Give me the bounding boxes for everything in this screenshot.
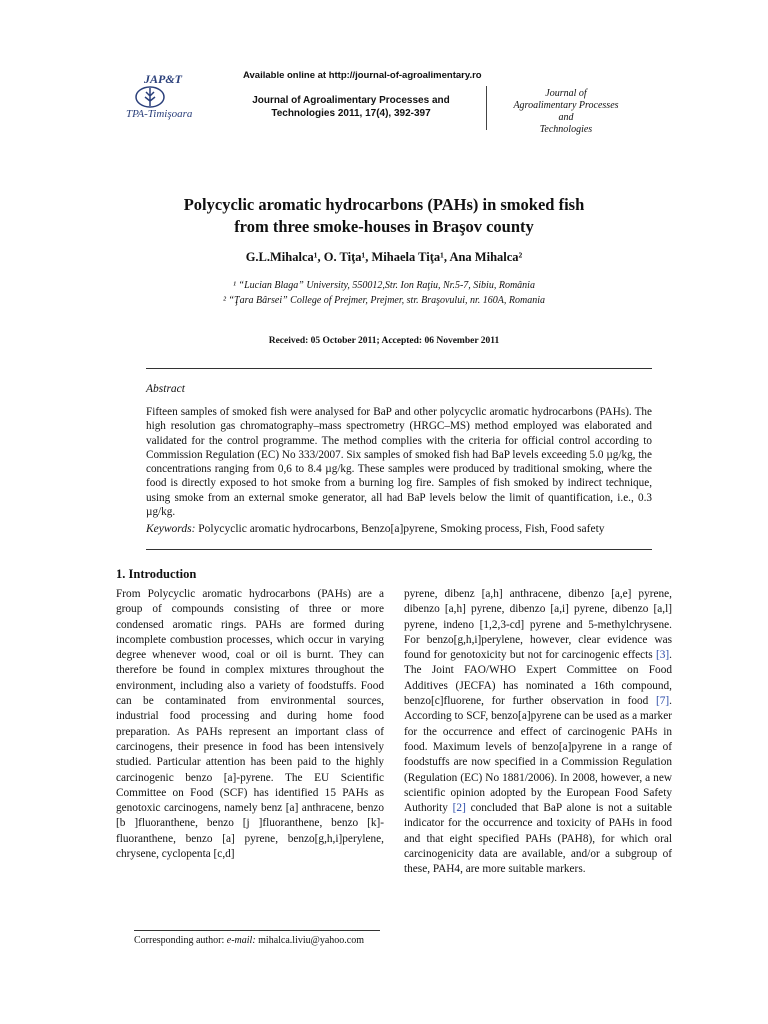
right-journal-line1: Journal of — [545, 88, 587, 99]
abstract-body: Fifteen samples of smoked fish were analysed for BaP and other polycyclic aromatic hydrocarbons (PAHs). The high resolution gas chromatography–mass spectrometry (HRGC–MS) method employed was elaborated and validated for the control programme. The method complies with the criteria for official control according to Commission Regulation (EC) No 333/2007. Six samples of smoked fish had BaP levels exceeding 5.0 µg/kg, the concentrations ranging from 0,6 to 8.4 µg/kg. These samples were produced by traditional smoking, where the food is directly exposed to hot smoke from a burning log fire. Samples of fish smoked by indirect technique, using smoke from an external smoke generator, all had BaP levels below the limit of quantification, i.e., 0.3 µg/kg. — [146, 406, 652, 519]
right-journal-name — [506, 88, 626, 136]
journal-citation-line2: Technologies 2011, 17(4), 392-397 — [271, 108, 431, 119]
keywords-text: Polycyclic aromatic hydrocarbons, Benzo[a]pyrene, Smoking process, Fish, Food safety — [195, 523, 605, 535]
footnote-email-label: e-mail: — [226, 935, 256, 946]
reference-link-7[interactable]: [7] — [655, 695, 670, 708]
received-dates: Received: 05 October 2011; Accepted: 06 November 2011 — [268, 336, 500, 346]
keywords-label: Keywords: — [146, 523, 196, 535]
journal-citation-line1: Journal of Agroalimentary Processes and — [252, 95, 450, 106]
affiliation-2: ² “Ţara Bârsei” College of Prejmer, Prejmer, str. Braşovului, nr. 160A, Romania — [223, 295, 545, 306]
intro-right-text-1: pyrene, dibenz [a,h] anthracene, dibenzo [a,e] pyrene, dibenzo [a,h] pyrene, dibenzo [a,i] pyrene, dibenzo [a,l] pyrene, indeno [1,2,3-cd] pyrene and 5-methylchrysene. For benzo[g,h,i]perylene, however, clear evidence was found for genotoxicity but not for carcinogenic effects — [404, 588, 672, 662]
intro-right-text-4: concluded that BaP alone is not a suitable indicator for the occurrence and toxicity of PAHs in food and that eight specified PAHs (PAH8), for which oral carcinogenicity data are available, and/or a subgroup of these, PAH4, are more suitable markers. — [404, 802, 672, 876]
right-journal-line2: Agroalimentary Processes and — [513, 100, 619, 123]
footnote-label: Corresponding author: — [134, 935, 227, 946]
reference-link-3[interactable]: [3] — [655, 649, 670, 662]
intro-left-column: From Polycyclic aromatic hydrocarbons (PAHs) are a group of compounds consisting of three or more condensed aromatic rings. PAHs are formed during incomplete combustion processes, which occur in varying degree whenever wood, coal or oil is burnt. They can therefore be found in complex mixtures throughout the environment, including also a variety of foodstuffs. Food can be contaminated from environmental sources, industrial food processing and during home food preparation. As PAHs represent an important class of carcinogens, their presence in food has been intensively studied. Particular attention has been paid to the highly carcinogenic benzo [a]-pyrene. The EU Scientific Committee on Food (SCF) has identified 15 PAHs as genotoxic carcinogens, namely benz [a] anthracene, benzo [b ]fluoranthene, benzo [j ]fluoranthene, benzo [k]-fluoranthene, benzo [a] pyrene, benzo[g,h,i]perylene, chrysene, cyclopenta [c,d] — [116, 588, 384, 861]
available-online-text: Available online at http://journal-of-agroalimentary.ro — [243, 70, 482, 81]
wheat-logo-icon — [134, 84, 166, 110]
intro-right-column — [404, 587, 672, 878]
abstract-top-rule — [146, 368, 652, 369]
footnote-rule — [134, 930, 380, 931]
header-divider — [486, 86, 487, 130]
keywords-line — [146, 523, 652, 535]
logo-top-text: JAP&T — [144, 72, 182, 86]
intro-right-text-3: . According to SCF, benzo[a]pyrene can be used as a marker for the occurrence and effect of carcinogenic PAHs in food. Maximum levels of benzo[a]pyrene in a range of foodstuffs are now specified in a Commission Regulation (Regulation (EC) No 1881/2006). In 2008, however, a new scientific opinion adopted by the European Food Safety Authority — [404, 695, 672, 815]
author-list: G.L.Mihalca¹, O. Tiţa¹, Mihaela Tiţa¹, Ana Mihalca² — [245, 250, 523, 264]
logo-bottom-text: TPA-Timişoara — [126, 108, 193, 120]
abstract-bottom-rule — [146, 549, 652, 550]
affiliation-1: ¹ “Lucian Blaga” University, 550012,Str. Ion Raţiu, Nr.5-7, Sibiu, România — [233, 280, 535, 291]
footnote-email[interactable]: mihalca.liviu@yahoo.com — [255, 935, 365, 946]
intro-right-text-2: . The Joint FAO/WHO Expert Committee on Food Additives (JECFA) has nominated a 16th compound, benzo[c]fluorene, for further observation in food — [404, 649, 672, 708]
reference-link-2[interactable]: [2] — [452, 802, 466, 815]
right-journal-line3: Technologies — [539, 124, 593, 135]
section-heading-introduction: 1. Introduction — [116, 567, 197, 581]
corresponding-author-footnote — [134, 935, 364, 946]
abstract-heading: Abstract — [146, 383, 185, 395]
paper-title-line1: Polycyclic aromatic hydrocarbons (PAHs) in smoked fish — [183, 195, 585, 214]
paper-title-line2: from three smoke-houses in Braşov county — [234, 217, 534, 236]
